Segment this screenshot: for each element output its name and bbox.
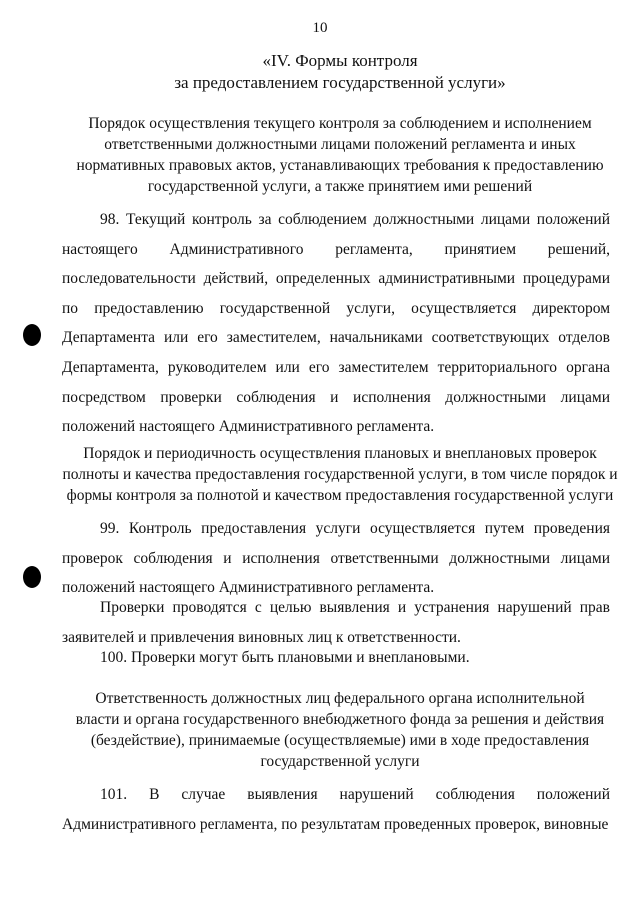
paragraph-99: 99. Контроль предоставления услуги осуществляется путем проведения проверок соблюдения и исполнения ответственными должностными лицами положений настоящего Административного регламента.	[62, 520, 610, 597]
heading-line: Ответственность должностных лиц федерального органа исполнительной	[95, 690, 585, 707]
punch-hole-mark	[23, 324, 41, 346]
heading-line: государственной услуги	[260, 753, 420, 770]
subsection-heading-responsibility	[60, 688, 620, 772]
heading-line: полноты и качества предоставления государственной услуги, в том числе порядок и	[62, 466, 618, 483]
subsection-heading-inspections	[60, 443, 620, 506]
heading-line: формы контроля за полнотой и качеством предоставления государственной услуги	[66, 487, 614, 504]
section-title	[60, 50, 620, 94]
subsection-heading-current-control	[60, 113, 620, 197]
heading-line: ответственными должностными лицами положений регламента и иных	[104, 136, 576, 153]
section-title-line-2: за предоставлением государственной услуги»	[174, 73, 506, 92]
heading-line: нормативных правовых актов, устанавливающих требования к предоставлению	[76, 157, 604, 174]
punch-hole-mark	[23, 566, 41, 588]
paragraph-99-continued: Проверки проводятся с целью выявления и устранения нарушений прав заявителей и привлечения виновных лиц к ответственности.	[62, 599, 610, 646]
heading-line: (бездействие), принимаемые (осуществляемые) ими в ходе предоставления	[90, 732, 590, 749]
section-title-line-1: «IV. Формы контроля	[262, 51, 418, 70]
paragraph-98: 98. Текущий контроль за соблюдением должностными лицами положений настоящего Административного регламента, принятием решений, последовательности действий, определенных административными процедурами по предоставлению государственной услуги, осуществляется директором Департамента или его заместителем, начальниками соответствующих отделов Департамента, руководителем или его заместителем территориального органа посредством проверки соблюдения и исполнения должностными лицами положений настоящего Административного регламента.	[62, 211, 610, 436]
heading-line: Порядок осуществления текущего контроля за соблюдением и исполнением	[88, 115, 592, 132]
paragraph-100: 100. Проверки могут быть плановыми и внеплановыми.	[100, 649, 470, 666]
heading-line: государственной услуги, а также принятием ими решений	[147, 178, 533, 195]
heading-line: власти и органа государственного внебюджетного фонда за решения и действия	[75, 711, 605, 728]
paragraph-101: 101. В случае выявления нарушений соблюдения положений Административного регламента, по результатам проведенных проверок, виновные	[62, 786, 610, 833]
page-number: 10	[312, 20, 328, 36]
heading-line: Порядок и периодичность осуществления плановых и внеплановых проверок	[83, 445, 597, 462]
